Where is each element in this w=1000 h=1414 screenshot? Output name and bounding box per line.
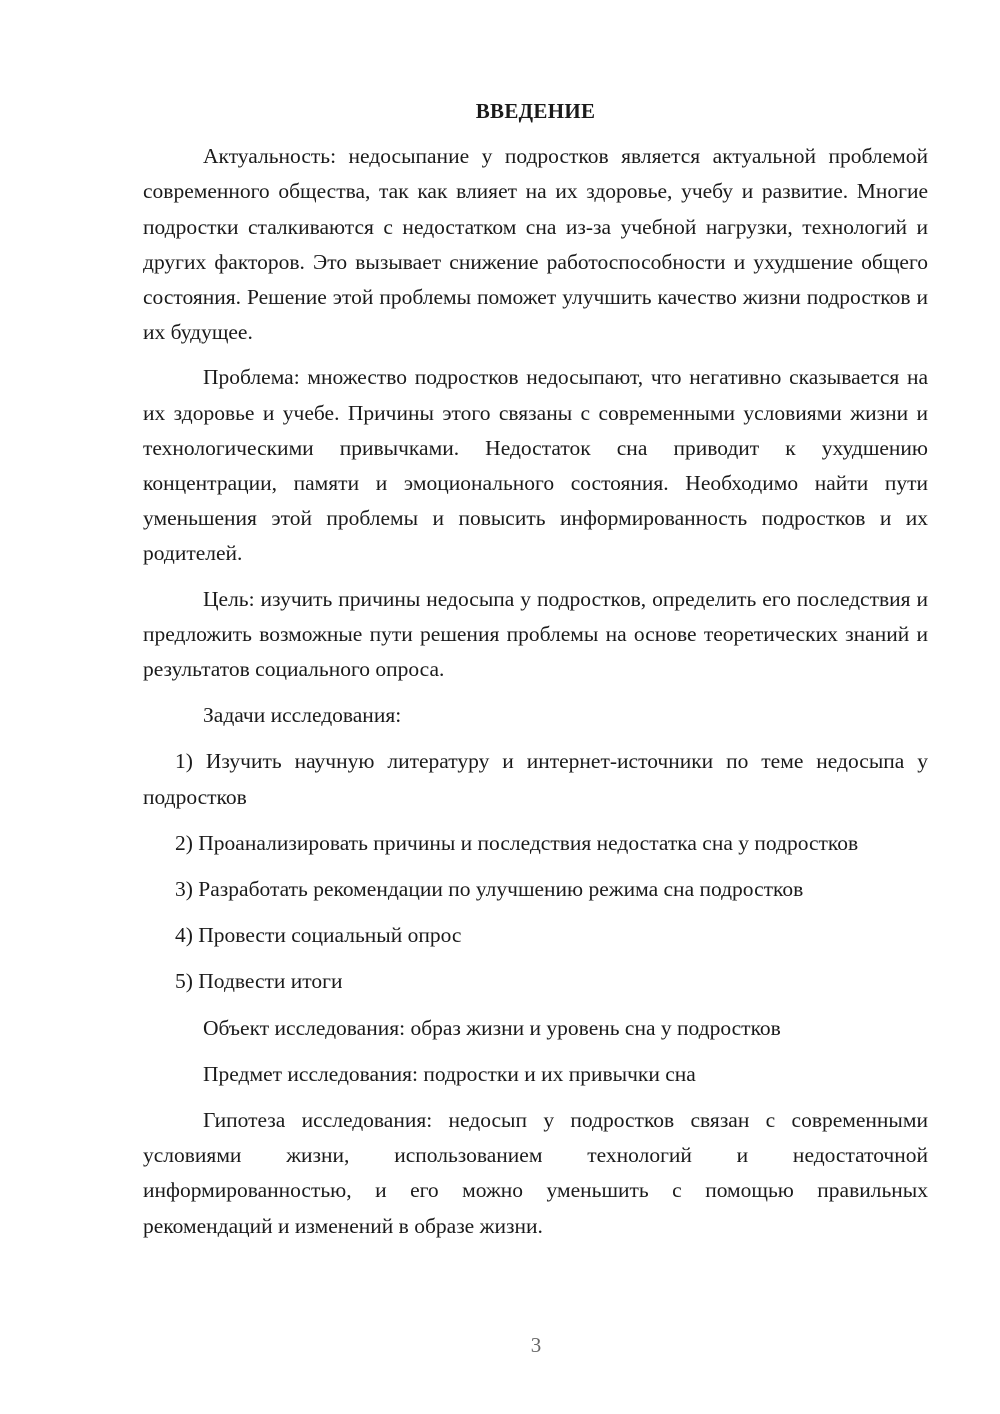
paragraph-object: Объект исследования: образ жизни и уровень сна у подростков — [203, 1015, 781, 1040]
tasks-heading: Задачи исследования: — [203, 703, 402, 728]
paragraph-goal: Цель: изучить причины недосыпа у подростков, определить его последствия и предложить возможные пути решения проблемы на основе теоретических знаний и результатов социального опроса. — [143, 586, 928, 682]
paragraph-subject: Предмет исследования: подростки и их привычки сна — [203, 1061, 696, 1086]
paragraph-problem: Проблема: множество подростков недосыпают, что негативно сказывается на их здоровье и учебе. Причины этого связаны с современными условиями жизни и технологическими привычками. Недостаток сна приводит к ухудшению концентрации, памяти и эмоционального состояния. Необходимо найти пути уменьшения этой проблемы и повысить информированность подростков и их родителей. — [143, 365, 928, 566]
task-item: 2) Проанализировать причины и последствия недостатка сна у подростков — [175, 830, 859, 855]
paragraph-hypothesis: Гипотеза исследования: недосып у подростков связан с современными условиями жизни, использованием технологий и недостаточной информированностью, и его можно уменьшить с помощью правильных рекомендаций и изменений в образе жизни. — [143, 1108, 928, 1238]
task-item: 5) Подвести итоги — [175, 969, 343, 994]
page-title: ВВЕДЕНИЕ — [475, 99, 596, 123]
tasks-list — [143, 744, 928, 999]
task-item: 3) Разработать рекомендации по улучшению режима сна подростков — [175, 877, 804, 902]
page-number: 3 — [530, 1333, 542, 1357]
task-item: 1) Изучить научную литературу и интернет-источники по теме недосыпа у подростков — [143, 749, 928, 809]
paragraph-relevance: Актуальность: недосыпание у подростков является актуальной проблемой современного общества, так как влияет на их здоровье, учебу и развитие. Многие подростки сталкиваются с недостатком сна из-за учебной нагрузки, технологий и других факторов. Это вызывает снижение работоспособности и ухудшение общего состояния. Решение этой проблемы поможет улучшить качество жизни подростков и их будущее. — [143, 144, 928, 345]
task-item: 4) Провести социальный опрос — [175, 923, 462, 948]
document-page — [143, 94, 928, 1244]
